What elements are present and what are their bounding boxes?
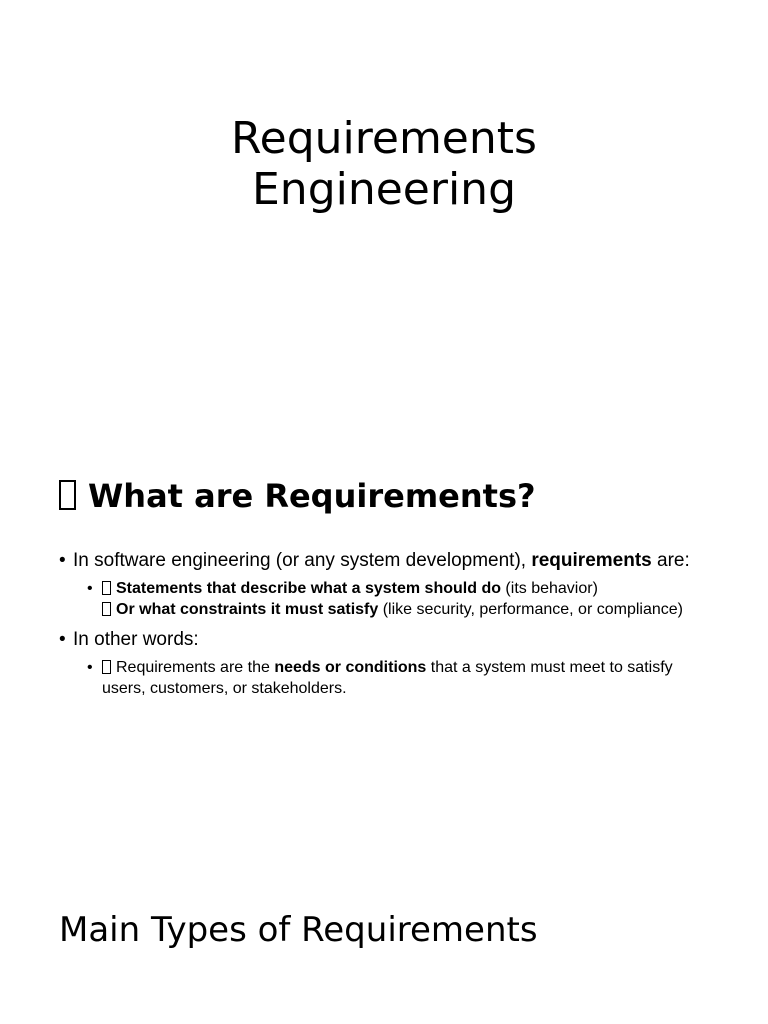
missing-glyph-icon <box>102 602 111 616</box>
bullet-dot-icon: • <box>87 659 93 676</box>
bullet-text-bold: requirements <box>531 550 652 571</box>
bullet-dot-icon: • <box>59 550 66 571</box>
bullet-item-definition <box>59 549 719 573</box>
sub-bullet-line-2-rest: (like security, performance, or compliance) <box>378 601 683 618</box>
title-line-2: Engineering <box>252 164 516 215</box>
sub-bullet-line-1-bold: Statements that describe what a system should do <box>116 580 501 597</box>
sub-bullet-line-1-rest: (its behavior) <box>500 580 598 597</box>
missing-glyph-icon <box>102 581 111 595</box>
missing-glyph-icon <box>102 660 111 674</box>
slide-title <box>0 113 768 215</box>
sub-bullet-line-1 <box>102 578 719 599</box>
sub-bullet-line-2-bold: Or what constraints it must satisfy <box>116 601 379 618</box>
section-heading-main-types: Main Types of Requirements <box>59 910 538 950</box>
title-line-1: Requirements <box>231 113 537 164</box>
bullet-item-other-words <box>59 628 719 652</box>
bullet-dot-icon: • <box>87 580 93 597</box>
sub-bullet-line-2 <box>102 599 719 620</box>
bullet-dot-icon: • <box>59 629 66 650</box>
sub-bullet-item-statements <box>87 578 719 620</box>
section-heading-what-are-requirements <box>59 476 536 516</box>
sub-bullet-text-bold: needs or conditions <box>274 659 427 676</box>
sub-bullet-text-before: Requirements are the <box>116 659 275 676</box>
sub-bullet-text-after: that a system must meet to satisfy users, customers, or stakeholders. <box>102 659 673 697</box>
section-heading-text: What are Requirements? <box>88 477 536 515</box>
bullet-list <box>59 549 719 699</box>
sub-bullet-item-needs <box>87 657 719 699</box>
bullet-text-after: are: <box>651 550 690 571</box>
bullet-text-before: In software engineering (or any system development), <box>73 550 532 571</box>
missing-glyph-icon <box>59 480 76 510</box>
bullet-text: In other words: <box>73 629 199 650</box>
